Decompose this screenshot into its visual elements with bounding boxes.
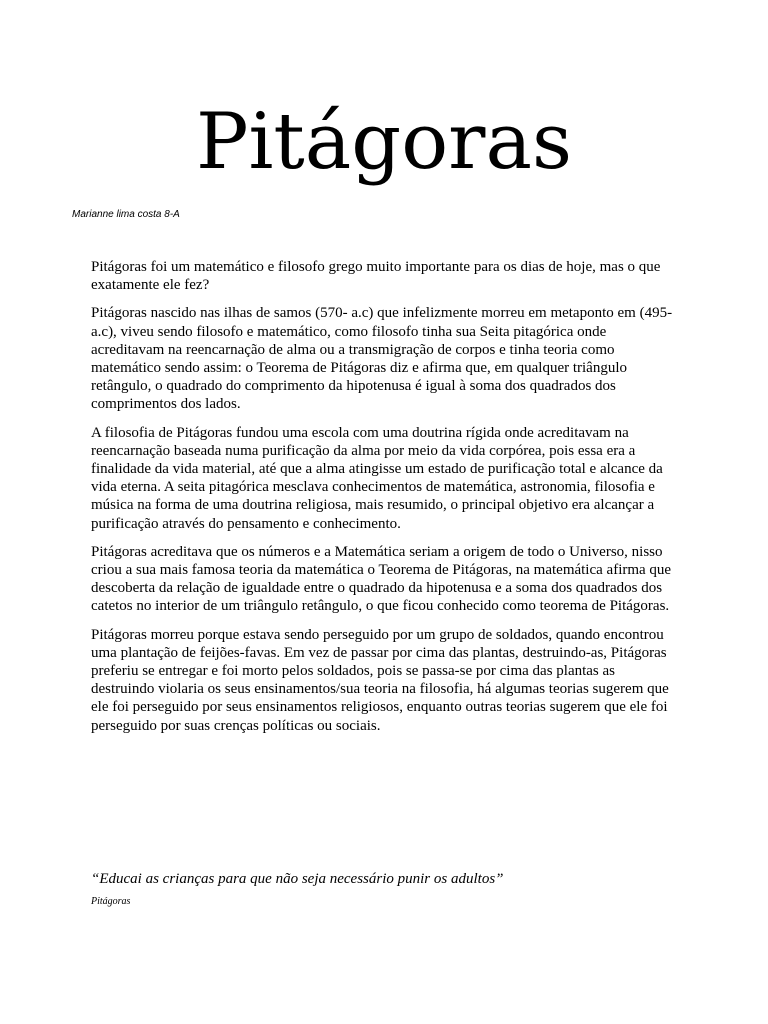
quote: “Educai as crianças para que não seja necessário punir os adultos” xyxy=(91,871,504,887)
paragraph: A filosofia de Pitágoras fundou uma escola com uma doutrina rígida onde acreditavam na reencarnação baseada numa purificação da alma por meio da vida corpórea, pois essa era a finalidade da vida material, até que a alma atingisse um estado de purificação total e alcance da vida eterna. A seita pitagórica mesclava conhecimentos de matemática, astronomia, filosofia e música na forma de uma doutrina religiosa, mais resumido, o principal objetivo era alcançar a purificação através do pensamento e conhecimento. xyxy=(91,424,663,532)
paragraph: Pitágoras morreu porque estava sendo perseguido por um grupo de soldados, quando encontrou uma plantação de feijões-favas. Em vez de passar por cima das plantas, destruindo-as, Pitágoras preferiu se entregar e foi morto pelos soldados, pois se passa-se por cima das plantas as destruindo violaria os seus ensinamentos/sua teoria na filosofia, há algumas teorias sugerem que ele foi perseguido por seus ensinamentos religiosos, enquanto outras teorias sugerem que ele foi perseguido por suas crenças políticas ou sociais. xyxy=(91,626,669,734)
quote-author: Pitágoras xyxy=(91,896,131,907)
document-title: Pitágoras xyxy=(196,97,572,187)
paragraph: Pitágoras foi um matemático e filosofo grego muito importante para os dias de hoje, mas o que exatamente ele fez? xyxy=(91,259,661,294)
document-body xyxy=(91,258,676,745)
paragraph: Pitágoras acreditava que os números e a Matemática seriam a origem de todo o Universo, nisso criou a sua mais famosa teoria da matemática o Teorema de Pitágoras, na matemática afirma que descoberta da relação de igualdade entre o quadrado da hipotenusa e a soma dos quadrados dos catetos no interior de um triângulo retângulo, o que ficou conhecido como teorema de Pitágoras. xyxy=(91,543,672,615)
author-line: Marianne lima costa 8-A xyxy=(72,209,180,220)
paragraph: Pitágoras nascido nas ilhas de samos (570- a.c) que infelizmente morreu em metaponto em (495- a.c), viveu sendo filosofo e matemático, como filosofo tinha sua Seita pitagórica onde acreditavam na reencarnação de alma ou a transmigração de corpos e tinha teoria como matemático sendo assim: o Teorema de Pitágoras diz e afirma que, em qualquer triângulo retângulo, o quadrado do comprimento da hipotenusa é igual à soma dos quadrados dos comprimentos dos lados. xyxy=(91,305,673,413)
